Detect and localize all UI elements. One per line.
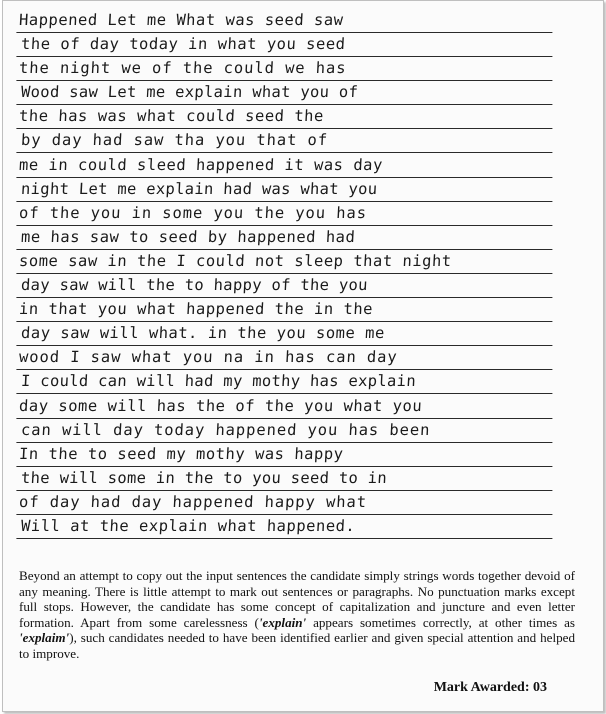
commentary-quote-explaim: 'explaim' bbox=[19, 630, 70, 646]
scanned-page bbox=[2, 0, 604, 712]
handwritten-line: Will at the explain what happened. bbox=[16, 515, 553, 539]
handwritten-line: of the you in some you the you has bbox=[16, 202, 553, 226]
handwritten-line: by day had saw tha you that of bbox=[16, 129, 553, 153]
examiner-commentary bbox=[19, 568, 575, 662]
handwritten-line: day some will has the of the you what you bbox=[16, 395, 553, 419]
handwritten-line: the will some in the to you seed to in bbox=[16, 467, 553, 491]
handwritten-line: the has was what could seed the bbox=[16, 105, 553, 129]
handwritten-line: day saw will what. in the you some me bbox=[16, 322, 553, 346]
handwritten-line: wood I saw what you na in has can day bbox=[16, 346, 553, 370]
handwritten-line: can will day today happened you has been bbox=[16, 419, 553, 443]
handwritten-line: me has saw to seed by happened had bbox=[16, 226, 553, 250]
handwritten-line: night Let me explain had was what you bbox=[16, 178, 553, 202]
handwritten-line: day saw will the to happy of the you bbox=[16, 274, 553, 298]
handwritten-line: some saw in the I could not sleep that night bbox=[16, 250, 553, 274]
handwritten-line: In the to seed my mothy was happy bbox=[16, 443, 553, 467]
commentary-text: ), such candidates needed to have been identified earlier and given special attention and helped to improve. bbox=[19, 630, 575, 661]
commentary-text: appears sometimes correctly, at other times as bbox=[306, 614, 575, 630]
handwritten-line: Happened Let me What was seed saw bbox=[16, 9, 553, 33]
mark-awarded: Mark Awarded: 03 bbox=[433, 680, 547, 695]
handwritten-line: Wood saw Let me explain what you of bbox=[16, 81, 553, 105]
commentary-text: Beyond an attempt to copy out the input sentences the candidate simply strings words together devoid of any meaning. There is little attempt to mark out sentences or paragraphs. No punctuation marks except full stops. However, the candidate has some concept of capitalization and juncture and even letter formation. Apart from some carelessness ( bbox=[19, 568, 575, 630]
handwritten-line: I could can will had my mothy has explain bbox=[16, 370, 553, 394]
commentary-quote-explain: 'explain' bbox=[258, 614, 307, 630]
handwritten-line: of day had day happened happy what bbox=[16, 491, 553, 515]
handwritten-essay bbox=[17, 9, 553, 539]
handwritten-line: the night we of the could we has bbox=[16, 57, 553, 81]
handwritten-line: the of day today in what you seed bbox=[16, 33, 553, 57]
handwritten-line: in that you what happened the in the bbox=[16, 298, 553, 322]
handwritten-line: me in could sleed happened it was day bbox=[16, 154, 553, 178]
